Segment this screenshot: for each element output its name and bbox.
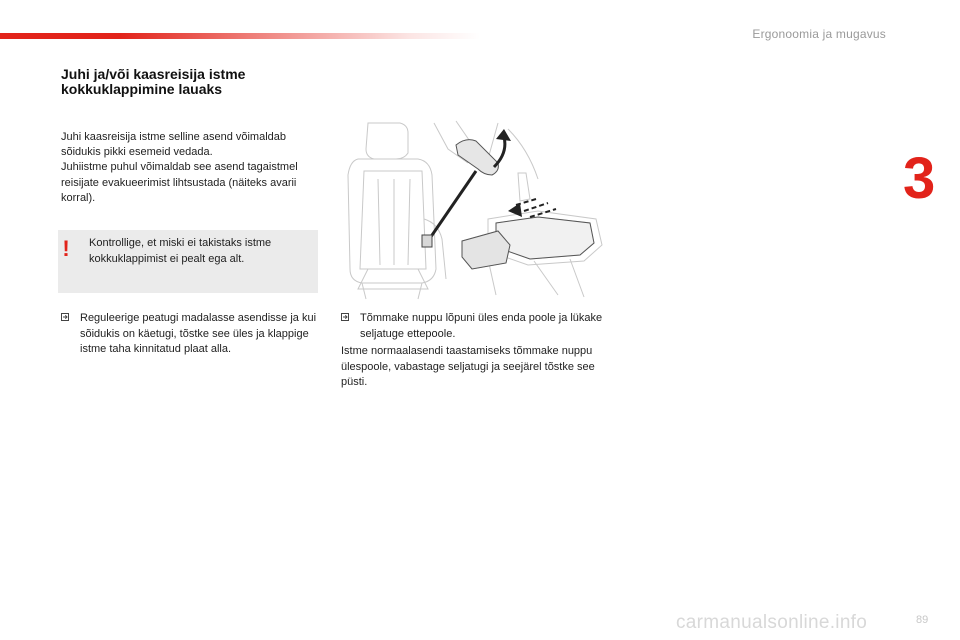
title-line-2: kokkuklappimine lauaks <box>61 81 223 97</box>
restore-note: Istme normaalasendi taastamiseks tõmmake nuppu ülespoole, vabastage seljatugi ja seejärel tõstke see püsti. <box>341 345 595 388</box>
title-line-1: Juhi ja/või kaasreisija istme <box>61 66 246 82</box>
warning-text: Kontrollige, et miski ei takistaks istme kokkuklappimist ei pealt ega alt. <box>89 237 272 265</box>
intro-paragraph-1: Juhi kaasreisija istme selline asend võimaldab sõidukis pikki esemeid vedada. <box>61 131 287 159</box>
page-title <box>61 67 245 97</box>
arrow-right-icon <box>341 313 349 321</box>
intro-text <box>61 130 321 206</box>
header-accent-bar <box>0 33 480 39</box>
instruction-step-pull <box>341 311 603 342</box>
instruction-step-text: Tõmmake nuppu lõpuni üles enda poole ja lükake seljatuge ettepoole. <box>360 312 603 340</box>
seat-folding-illustration <box>338 119 606 301</box>
section-header: Ergonoomia ja mugavus <box>752 27 886 41</box>
intro-paragraph-2: Juhiistme puhul võimaldab see asend tagaistmel reisijate evakueerimist lihtsustada (näiteks avarii korral). <box>61 161 298 204</box>
instruction-step-text: Reguleerige peatugi madalasse asendisse ja kui sõidukis on käetugi, tõstke see üles ja klappige istme taha kinnitatud plaat alla. <box>80 312 317 355</box>
chapter-number: 3 <box>903 146 936 211</box>
arrow-right-icon <box>61 313 69 321</box>
warning-icon: ! <box>62 236 70 261</box>
watermark: carmanualsonline.info <box>676 612 868 633</box>
page-number: 89 <box>916 614 929 626</box>
instruction-step-headrest <box>61 311 323 358</box>
